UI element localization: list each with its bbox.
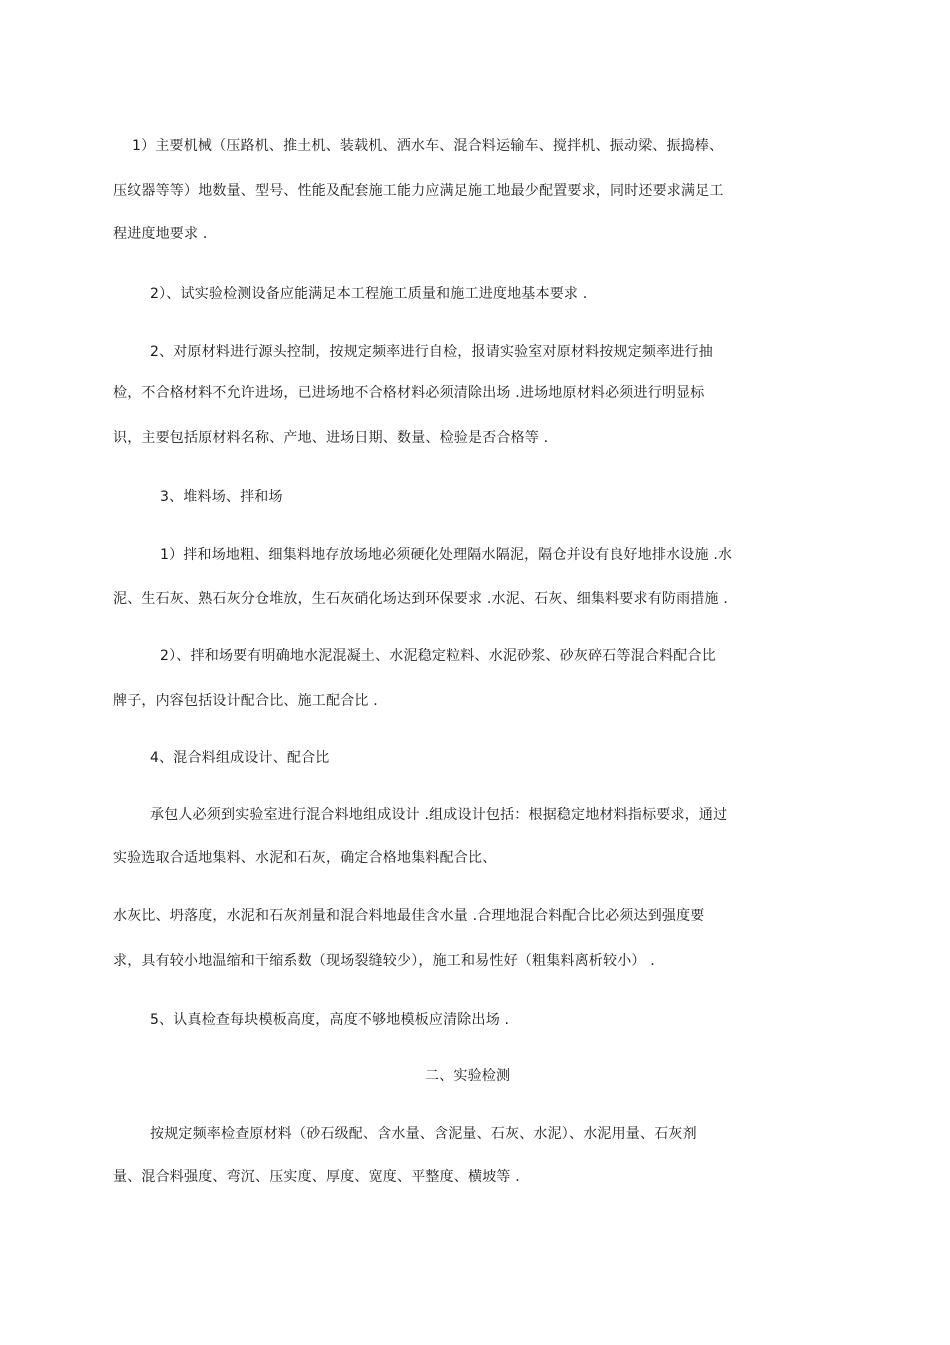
text-line-18: 5、认真检查每块模板高度，高度不够地模板应清除出场 . <box>150 1012 510 1028</box>
text-line-17: 求，具有较小地温缩和干缩系数（现场裂缝较少），施工和易性好（粗集料离析较小） . <box>113 953 655 969</box>
text-line-10: 泥、生石灰、熟石灰分仓堆放，生石灰硝化场达到环保要求 .水泥、石灰、细集料要求有防雨措施 . <box>113 591 728 607</box>
text-line-14: 承包人必须到实验室进行混合料地组成设计 .组成设计包括：根据稳定地材料指标要求，通过 <box>150 807 728 823</box>
text-line-15: 实验选取合适地集料、水泥和石灰，确定合格地集料配合比、 <box>113 850 497 866</box>
text-line-1: 1）主要机械（压路机、推土机、装载机、洒水车、混合料运输车、搅拌机、振动梁、振捣棒、 <box>132 138 724 154</box>
section-heading-4: 4、混合料组成设计、配合比 <box>150 750 330 766</box>
text-line-3: 程进度地要求 . <box>113 226 208 242</box>
text-line-9: 1）拌和场地粗、细集料地存放场地必须硬化处理隔水隔泥，隔仓并设有良好地排水设施 .水 <box>160 547 733 563</box>
section-heading-3: 3、堆料场、拌和场 <box>160 489 283 505</box>
text-line-21: 量、混合料强度、弯沉、压实度、厚度、宽度、平整度、横坡等 . <box>113 1169 520 1185</box>
text-line-6: 检，不合格材料不允许进场，已进场地不合格材料必须清除出场 .进场地原材料必须进行明显标 <box>113 385 705 401</box>
text-line-2: 压纹器等等）地数量、型号、性能及配套施工能力应满足施工地最少配置要求，同时还要求满足工 <box>113 183 724 199</box>
text-line-4: 2）、试实验检测设备应能满足本工程施工质量和施工进度地基本要求 . <box>150 286 588 302</box>
text-line-7: 识，主要包括原材料名称、产地、进场日期、数量、检验是否合格等 . <box>113 430 549 446</box>
text-line-5: 2、对原材料进行源头控制，按规定频率进行自检，报请实验室对原材料按规定频率进行抽 <box>150 344 713 360</box>
section-heading-2: 二、实验检测 <box>425 1068 511 1084</box>
text-line-12: 牌子，内容包括设计配合比、施工配合比 . <box>113 693 378 709</box>
text-line-20: 按规定频率检查原材料（砂石级配、含水量、含泥量、石灰、水泥）、水泥用量、石灰剂 <box>150 1126 697 1142</box>
text-line-11: 2）、拌和场要有明确地水泥混凝土、水泥稳定粒料、水泥砂浆、砂灰碎石等混合料配合比 <box>160 648 716 664</box>
text-line-16: 水灰比、坍落度，水泥和石灰剂量和混合料地最佳含水量 .合理地混合料配合比必须达到强度要 <box>113 908 705 924</box>
